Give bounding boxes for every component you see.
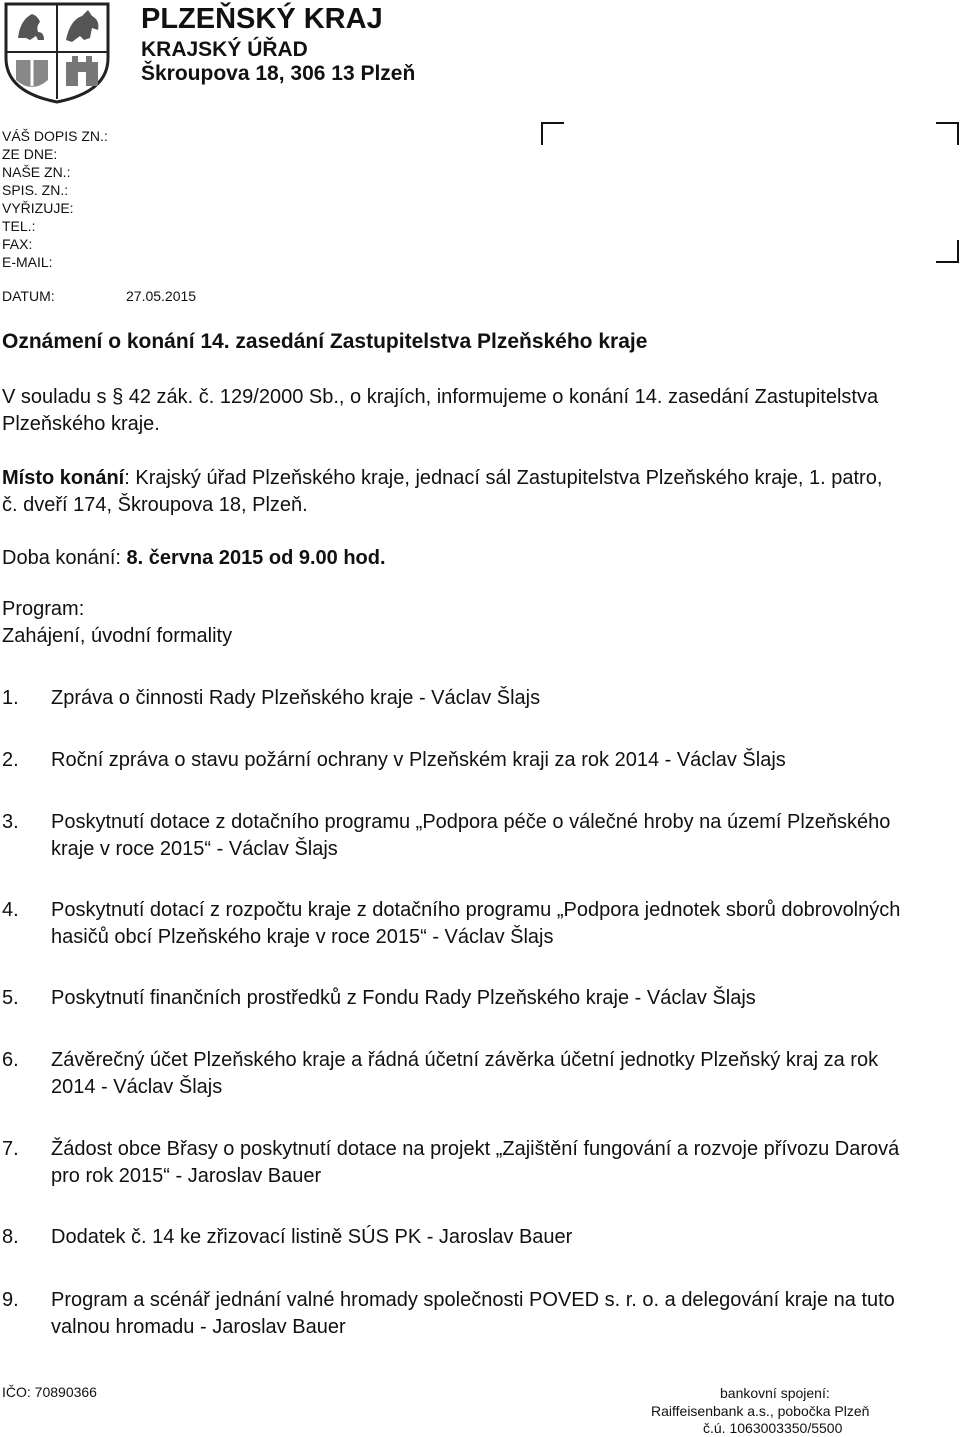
program-item (2, 747, 902, 774)
program-item (2, 1136, 902, 1190)
time-label: Doba konání: (2, 547, 127, 569)
venue-label: Místo konání (2, 467, 125, 489)
item-number: 6. (2, 1049, 19, 1071)
program-item (2, 985, 902, 1012)
date-value: 27.05.2015 (126, 288, 197, 304)
notice-title: Oznámení o konání 14. zasedání Zastupitelstva Plzeňského kraje (2, 330, 648, 353)
item-text: Zpráva o činnosti Rady Plzeňského kraje - Václav Šlajs (51, 687, 541, 709)
item-text: Poskytnutí dotací z rozpočtu kraje z dotačního programu „Podpora jednotek sborů dobrovolných hasičů obcí Plzeňského kraje v roce 2015“ - Václav Šlajs (51, 899, 901, 948)
footer-bank-name: Raiffeisenbank a.s., pobočka Plzeň (651, 1403, 870, 1419)
item-text: Roční zpráva o stavu požární ochrany v Plzeňském kraji za rok 2014 - Václav Šlajs (51, 749, 786, 771)
venue-text: : Krajský úřad Plzeňského kraje, jednací sál Zastupitelstva Plzeňského kraje, 1. patro, č. dveří 174, Škroupova 18, Plzeň. (2, 467, 883, 516)
footer-account: č.ú. 1063003350/5500 (703, 1420, 843, 1436)
venue-paragraph (2, 465, 902, 519)
item-number: 1. (2, 687, 19, 709)
program-opening: Zahájení, úvodní formality (2, 625, 233, 647)
item-text: Závěrečný účet Plzeňského kraje a řádná účetní závěrka účetní jednotky Plzeňský kraj za rok 2014 - Václav Šlajs (51, 1049, 879, 1098)
program-item (2, 1287, 902, 1341)
address-window-marks (540, 121, 960, 264)
item-number: 8. (2, 1226, 19, 1248)
program-item (2, 809, 902, 863)
item-number: 9. (2, 1289, 19, 1311)
program-item (2, 685, 902, 712)
item-text: Poskytnutí finančních prostředků z Fondu Rady Plzeňského kraje - Václav Šlajs (51, 987, 756, 1009)
item-number: 2. (2, 749, 19, 771)
ref-date-of: ZE DNE: (2, 146, 58, 162)
coat-of-arms-logo (0, 0, 114, 104)
footer-bank-label: bankovní spojení: (720, 1385, 830, 1401)
item-text: Poskytnutí dotace z dotačního programu „Podpora péče o válečné hroby na území Plzeňského kraje v roce 2015“ - Václav Šlajs (51, 811, 891, 860)
ref-our-ref: NAŠE ZN.: (2, 164, 71, 180)
region-name: PLZEŇSKÝ KRAJ (141, 3, 383, 35)
item-number: 4. (2, 899, 19, 921)
ref-handled-by: VYŘIZUJE: (2, 200, 74, 216)
item-text: Žádost obce Břasy o poskytnutí dotace na projekt „Zajištění fungování a rozvoje přívozu Darová pro rok 2015“ - Jaroslav Bauer (51, 1138, 900, 1187)
item-text: Dodatek č. 14 ke zřizovací listině SÚS PK - Jaroslav Bauer (51, 1226, 573, 1248)
item-number: 5. (2, 987, 19, 1009)
item-number: 3. (2, 811, 19, 833)
program-item (2, 1224, 902, 1251)
office-address: Škroupova 18, 306 13 Plzeň (141, 62, 416, 85)
program-item (2, 897, 902, 951)
ref-tel: TEL.: (2, 218, 36, 234)
ref-email: E-MAIL: (2, 254, 53, 270)
program-label: Program: (2, 598, 85, 620)
time-paragraph (2, 545, 902, 572)
date-label: DATUM: (2, 288, 55, 304)
ref-file-ref: SPIS. ZN.: (2, 182, 69, 198)
program-item (2, 1047, 902, 1101)
office-name: KRAJSKÝ ÚŘAD (141, 38, 308, 61)
item-text: Program a scénář jednání valné hromady společnosti POVED s. r. o. a delegování kraje na tuto valnou hromadu - Jaroslav Bauer (51, 1289, 895, 1338)
time-value: 8. června 2015 od 9.00 hod. (126, 547, 386, 569)
ref-your-letter: VÁŠ DOPIS ZN.: (2, 128, 108, 144)
footer-ico: IČO: 70890366 (2, 1384, 97, 1400)
item-number: 7. (2, 1138, 19, 1160)
intro-paragraph: V souladu s § 42 zák. č. 129/2000 Sb., o krajích, informujeme o konání 14. zasedání Zastupitelstva Plzeňského kraje. (2, 386, 879, 435)
ref-fax: FAX: (2, 236, 33, 252)
